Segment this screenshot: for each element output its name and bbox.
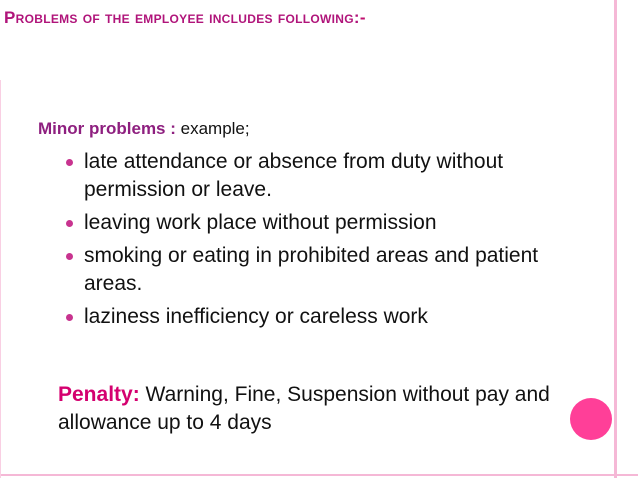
list-item: [62, 209, 602, 237]
slide-frame-right: [614, 0, 617, 478]
penalty-label: Penalty:: [58, 383, 140, 406]
bullet-icon: [66, 220, 73, 227]
subheading: [38, 118, 250, 140]
list-item-text: leaving work place without permission: [84, 211, 437, 234]
subheading-label: Minor problems :: [38, 119, 176, 138]
slide-frame-left: [0, 80, 1, 478]
list-item: [62, 303, 602, 331]
list-item: [62, 148, 602, 204]
penalty-body: Warning, Fine, Suspension without pay and allowance up to 4 days: [58, 383, 550, 434]
penalty-text: [58, 381, 606, 437]
slide-title-dash: -: [359, 8, 366, 27]
problem-list: [62, 148, 602, 336]
bullet-icon: [66, 159, 73, 166]
list-item-text: smoking or eating in prohibited areas and patient areas.: [84, 244, 539, 295]
list-item-text: late attendance or absence from duty without permission or leave.: [84, 150, 504, 201]
bullet-icon: [66, 253, 73, 260]
subheading-text: example;: [175, 119, 250, 138]
slide-title: [4, 2, 564, 33]
slide-title-text: Problems of the employee includes following:: [4, 8, 360, 27]
bullet-icon: [66, 314, 73, 321]
list-item: [62, 242, 602, 298]
list-item-text: laziness inefficiency or careless work: [84, 305, 428, 328]
slide-frame-bottom: [0, 474, 638, 476]
